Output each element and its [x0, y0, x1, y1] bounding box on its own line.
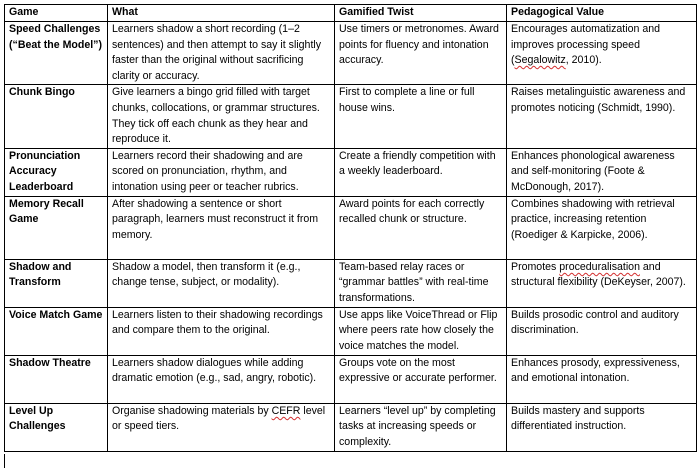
cell-twist: Create a friendly competition with a weekly leaderboard.	[335, 148, 507, 196]
cell-text: and structural flexibility (DeKeyser, 2007).	[511, 260, 686, 289]
table-row	[5, 22, 697, 85]
header-pedagogical-value: Pedagogical Value	[507, 5, 697, 22]
cell-what: Shadow a model, then transform it (e.g., change tense, subject, or modality).	[108, 259, 335, 307]
header-game: Game	[5, 5, 108, 22]
cell-twist: Use timers or metronomes. Award points for fluency and intonation accuracy.	[335, 22, 507, 85]
table-row	[5, 148, 697, 196]
spellcheck-flagged-word: CEFR	[271, 404, 301, 417]
cell-game: Speed Challenges (“Beat the Model”)	[5, 22, 108, 85]
cell-twist: Award points for each correctly recalled chunk or structure.	[335, 196, 507, 259]
cell-text: , 2010).	[565, 54, 602, 67]
cell-game: Pronunciation Accuracy Leaderboard	[5, 148, 108, 196]
cell-what	[108, 403, 335, 451]
table-header-row	[5, 5, 697, 22]
cell-text: level or speed tiers.	[112, 404, 326, 433]
cell-twist: Use apps like VoiceThread or Flip where peers rate how closely the voice matches the model.	[335, 307, 507, 355]
cell-what: Give learners a bingo grid filled with target chunks, collocations, or grammar structures. They tick off each chunk as they hear and reproduce it.	[108, 85, 335, 148]
cell-game: Shadow and Transform	[5, 259, 108, 307]
table-row	[5, 355, 697, 403]
cell-game: Shadow Theatre	[5, 355, 108, 403]
table-row	[5, 196, 697, 259]
cell-twist: First to complete a line or full house wins.	[335, 85, 507, 148]
cell-what: Learners listen to their shadowing recordings and compare them to the original.	[108, 307, 335, 355]
cell-twist: Team-based relay races or “grammar battles” with real-time transformations.	[335, 259, 507, 307]
spellcheck-flagged-word: Segalowitz	[514, 54, 566, 67]
cell-game: Memory Recall Game	[5, 196, 108, 259]
activities-table	[4, 4, 697, 452]
cell-what: Learners record their shadowing and are scored on pronunciation, rhythm, and intonation using peer or teacher rubrics.	[108, 148, 335, 196]
spellcheck-flagged-word: proceduralisation	[559, 260, 640, 273]
cell-text: Promotes	[511, 260, 560, 273]
table-row	[5, 307, 697, 355]
cell-game: Level Up Challenges	[5, 403, 108, 451]
cell-what: Learners shadow a short recording (1–2 sentences) and then attempt to say it slightly faster than the original without sacrificing clarity or accuracy.	[108, 22, 335, 85]
cell-pedagogical-value: Combines shadowing with retrieval practice, increasing retention (Roediger & Karpicke, 2006).	[507, 196, 697, 259]
cell-pedagogical-value	[507, 259, 697, 307]
cell-what: Learners shadow dialogues while adding dramatic emotion (e.g., sad, angry, robotic).	[108, 355, 335, 403]
header-what: What	[108, 5, 335, 22]
table-row	[5, 259, 697, 307]
cell-game: Chunk Bingo	[5, 85, 108, 148]
header-twist: Gamified Twist	[335, 5, 507, 22]
text-cursor	[4, 454, 5, 468]
cell-what: After shadowing a sentence or short paragraph, learners must reconstruct it from memory.	[108, 196, 335, 259]
cell-text: Encourages automatization and improves processing speed (	[511, 23, 661, 67]
cell-pedagogical-value: Builds prosodic control and auditory discrimination.	[507, 307, 697, 355]
cell-pedagogical-value	[507, 22, 697, 85]
table-row	[5, 85, 697, 148]
cell-twist: Groups vote on the most expressive or accurate performer.	[335, 355, 507, 403]
cell-pedagogical-value: Enhances phonological awareness and self-monitoring (Foote & McDonough, 2017).	[507, 148, 697, 196]
cell-twist: Learners “level up” by completing tasks at increasing speeds or complexity.	[335, 403, 507, 451]
cell-text: Organise shadowing materials by	[112, 404, 272, 417]
cell-game: Voice Match Game	[5, 307, 108, 355]
table-row	[5, 403, 697, 451]
cell-pedagogical-value: Enhances prosody, expressiveness, and emotional intonation.	[507, 355, 697, 403]
cell-pedagogical-value: Raises metalinguistic awareness and promotes noticing (Schmidt, 1990).	[507, 85, 697, 148]
cell-pedagogical-value: Builds mastery and supports differentiated instruction.	[507, 403, 697, 451]
